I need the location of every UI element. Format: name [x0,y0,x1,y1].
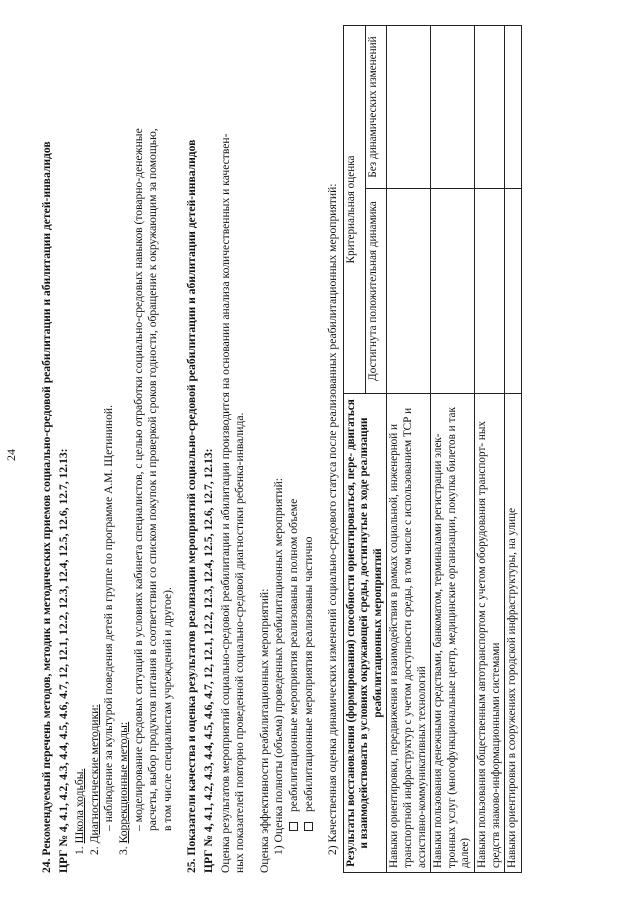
section24-heading-line1: 24. Рекомендуемый перечень методов, методик и методических приемов социально-средовой реабилитации и абилитации детей-инвалидов [40,141,53,873]
cell-no-change[interactable] [431,26,475,189]
section25-paragraph-l1: Оценка результатов мероприятий социально-средовой реабилитации и абилитации производится на основании анализа количественных и качествен- [218,133,232,873]
item-text: Коррекционные методы: [116,721,130,844]
section24-item-3-sub-l1: – моделирование средовых ситуаций в условиях кабинета специалистов, с целью отработки социально-средовых навыков (товарно-денежные [131,128,145,831]
header-results: Результаты восстановления (формирования) способности ориентироваться, пере- двигаться и взаимодействовать в условиях окружающей среды, достигнутые в ходе реализации реабилитационных мероприятий [343,394,387,873]
row-label: Навыки пользования общественным автотранспортом с учетом оборудования транспорт- ных средств знаково-информационными системами [475,394,505,873]
checkbox-icon [289,822,298,831]
option-full [287,25,302,873]
cell-positive[interactable] [475,189,505,394]
table-row [387,26,431,873]
section24-item-2 [88,25,103,873]
section24-item-3-sub-l2: расчеты, выбор продуктов питания в соответствии со списком покупок и проверкой сроков годности, обращение к окружающим за помощью, [146,128,160,831]
cell-positive[interactable] [431,189,475,394]
cell-positive[interactable] [387,189,431,394]
option-full-label: реабилитационные мероприятия реализованы в полном объеме [286,498,300,812]
checkbox-icon [304,822,313,831]
section25-heading-line2: ЦРГ № 4, 4.1, 4.2, 4.3, 4.4, 4.5, 4.6, 4.7, 12, 12.1, 12.2, 12.3, 12.4, 12.5, 12.6, 12.7, 12.13: [201,448,215,873]
section24-item-2-sub: – наблюдение за культурой поведения детей в группе по программе А.М. Щетининой. [102,404,116,831]
item-text: Школа ходьбы. [73,768,87,844]
evaluation-table [343,25,522,873]
item-number: 3. [116,846,130,855]
table-row [431,26,475,873]
cell-positive[interactable] [505,189,522,394]
option-partial [302,25,317,873]
item-number: 1. [73,846,87,855]
option-partial-label: реабилитационные мероприятия реализованы частично [301,536,315,812]
row-label: Навыки ориентировки в сооружениях городской инфраструктуры, на улице [505,394,522,873]
section24-heading-line2: ЦРГ № 4, 4.1, 4.2, 4.3, 4.4, 4.5, 4.6, 4.7, 12, 12.1, 12.2, 12.3, 12.4, 12.5, 12.6, 12.7, 12.13: [56,448,70,873]
table-header-row [343,26,365,873]
item-text: Диагностические методики: [87,704,101,844]
document-body [40,25,522,873]
effectiveness-title: Оценка эффективности реабилитационных мероприятий: [257,588,271,873]
qualitative-point: 2) Качественная оценка динамических изменений социально-средового статуса после реализованных реабилитационных мероприятий: [326,183,340,855]
section24-item-1 [73,25,88,873]
header-no-change: Без динамических изменений [365,26,387,189]
completeness-point: 1) Оценка полноты (объема) проведенных реабилитационных мероприятий: [272,477,286,855]
cell-no-change[interactable] [387,26,431,189]
section24-item-3-sub-l3: в том числе специалистам учреждений и другое). [160,587,174,831]
section25-paragraph-l2: ных показателей повторно проведенной социально-средовой диагностики ребенка-инвалида. [233,412,247,873]
item-number: 2. [87,846,101,855]
page-number: 24 [4,449,18,461]
table-row [505,26,522,873]
header-positive: Достигнута положительная динамика [365,189,387,394]
section25-heading-line1: 25. Показатели качества и оценка результатов реализации мероприятий социально-средовой реабилитации и абилитации детей-инвалидов [185,139,199,873]
section24-item-3 [117,25,132,873]
row-label: Навыки пользования денежными средствами, банкоматом, терминалами регистрации элек- тронных услуг (многофункциональные центр, медицинские организации, покупка билетов и так далее) [431,394,475,873]
header-criteria: Критериальная оценка [343,26,365,394]
table-row [475,26,505,873]
row-label: Навыки ориентировки, передвижения и взаимодействия в рамках социальной, инженерной и транспортной инфраструктур с учетом доступности среды, в том числе с использованием ТСР и ассистивно-коммуникативных технологий [387,394,431,873]
cell-no-change[interactable] [475,26,505,189]
cell-no-change[interactable] [505,26,522,189]
